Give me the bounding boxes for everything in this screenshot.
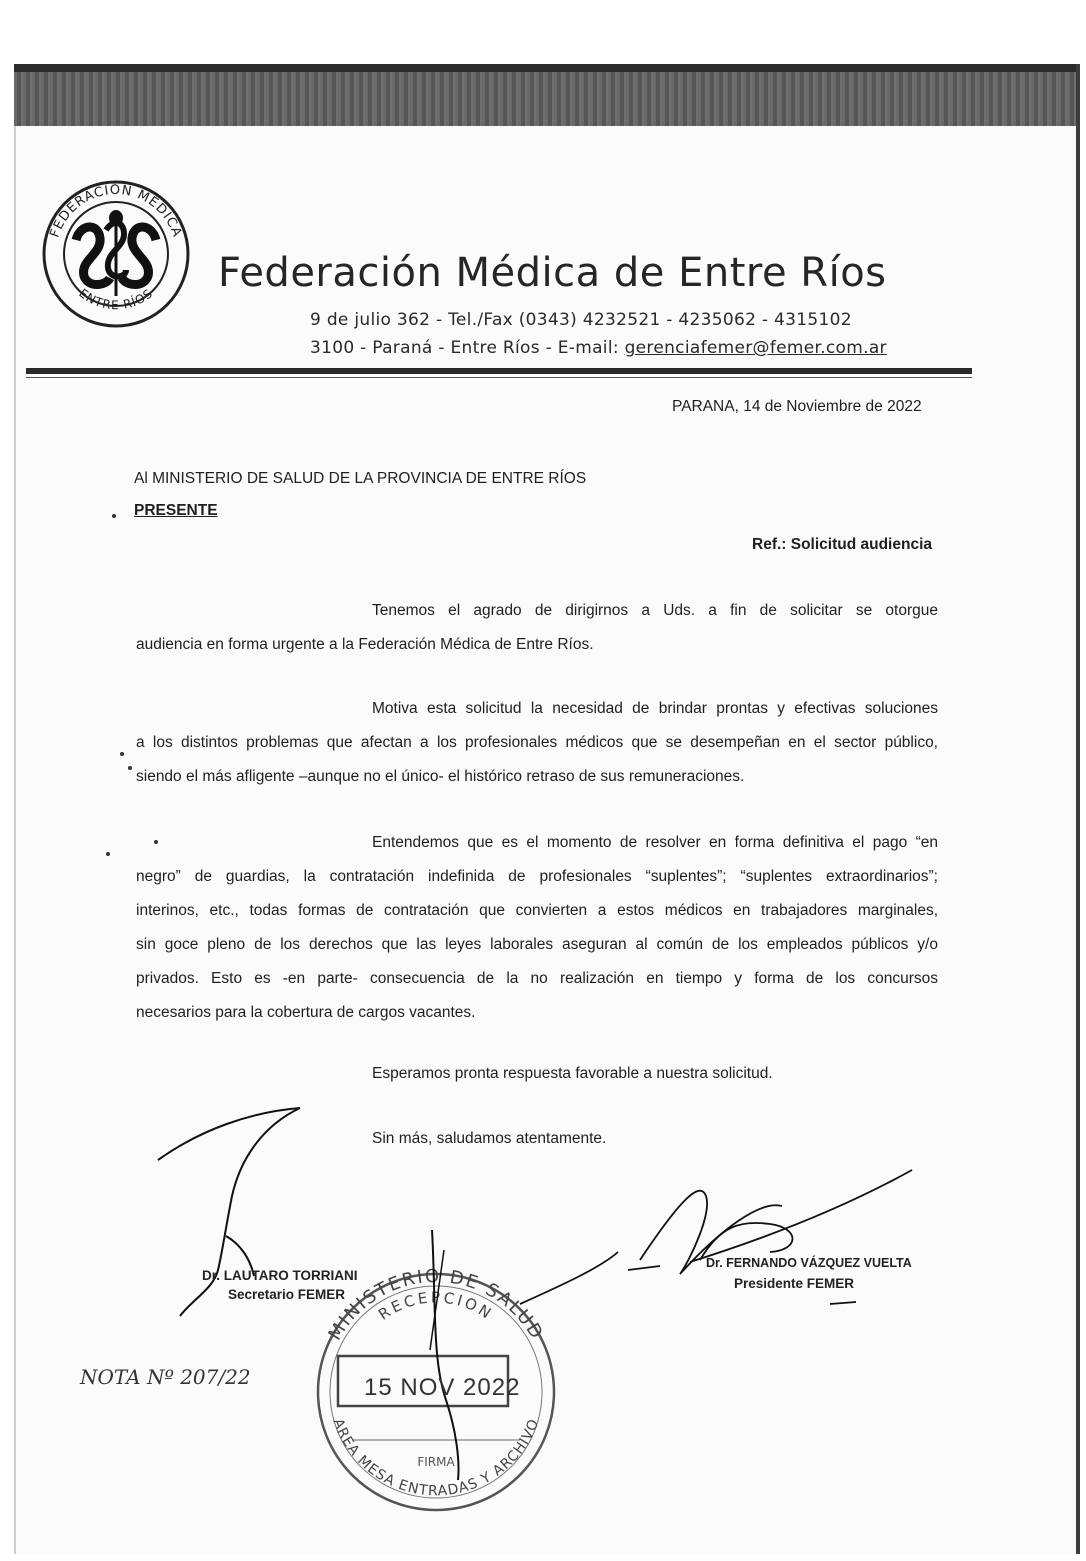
paragraph-line: interinos, etc., todas formas de contratación que convierten a estos médicos en trabajadores marginales, — [136, 902, 938, 919]
email-link[interactable]: gerenciafemer@femer.com.ar — [624, 338, 887, 358]
paragraph-line: siendo el más afligente –aunque no el único- el histórico retraso de sus remuneraciones. — [136, 768, 745, 785]
paragraph-line: Entendemos que es el momento de resolver en forma definitiva el pago “en — [372, 834, 938, 851]
paragraph-line: Motiva esta solicitud la necesidad de brindar prontas y efectivas soluciones — [372, 700, 938, 717]
right-signatory-role: Presidente FEMER — [734, 1276, 855, 1291]
paragraph-line: sin goce pleno de los derechos que las leyes laborales aseguran al común de los empleados públicos y/o — [136, 936, 938, 953]
handwritten-note — [79, 1365, 251, 1389]
left-signatory-name: Dr. LAUTARO TORRIANI — [202, 1268, 358, 1283]
address-prefix: 3100 - Paraná - Entre Ríos - E-mail: — [310, 338, 625, 358]
closing-line: Esperamos pronta respuesta favorable a nuestra solicitud. — [372, 1065, 773, 1082]
stamp-inner-text: RECEPCION — [375, 1288, 497, 1324]
organization-name: Federación Médica de Entre Ríos — [218, 250, 887, 296]
left-signature — [158, 1108, 300, 1316]
addressee: Al MINISTERIO DE SALUD DE LA PROVINCIA DE ENTRE RÍOS — [134, 470, 587, 487]
presente-heading: PRESENTE — [134, 502, 218, 519]
right-signatory-name: Dr. FERNANDO VÁZQUEZ VUELTA — [706, 1256, 912, 1270]
letter-date: PARANA, 14 de Noviembre de 2022 — [672, 398, 922, 415]
paragraph-line: privados. Esto es -en parte- consecuencia de la no realización en tiempo y forma de los concursos — [136, 970, 938, 987]
stamp-bottom-text: AREA MESA ENTRADAS Y ARCHIVO — [329, 1416, 543, 1500]
handwritten-note-text: NOTA Nº 207/22 — [80, 1365, 251, 1389]
paragraph-line: audiencia en forma urgente a la Federación Médica de Entre Ríos. — [136, 636, 594, 653]
logo-text-bottom: ENTRE RÍOS — [76, 286, 156, 313]
address-line: 9 de julio 362 - Tel./Fax (0343) 4232521 - 4235062 - 4315102 — [310, 310, 852, 330]
paragraph-line: negro” de guardias, la contratación indefinida de profesionales “suplentes”; “suplentes extraordinarios”; — [136, 868, 938, 885]
logo-text-top: FEDERACIÓN MÉDICA — [47, 182, 185, 240]
stamp-ring-text: MINISTERIO DE SALUD — [324, 1265, 548, 1345]
closing-salutation: Sin más, saludamos atentamente. — [372, 1130, 607, 1147]
paragraph-line: Tenemos el agrado de dirigirnos a Uds. a fin de solicitar se otorgue — [372, 602, 938, 619]
paragraph-line: necesarios para la cobertura de cargos vacantes. — [136, 1004, 476, 1021]
paragraph-line: a los distintos problemas que afectan a los profesionales médicos que se desempeñan en el sector público, — [136, 734, 938, 751]
reference-line: Ref.: Solicitud audiencia — [752, 536, 932, 553]
stamp-firma-label: FIRMA — [417, 1455, 455, 1469]
left-signatory-role: Secretario FEMER — [228, 1287, 346, 1302]
stamp-date: 15 NOV 2022 — [364, 1374, 521, 1401]
